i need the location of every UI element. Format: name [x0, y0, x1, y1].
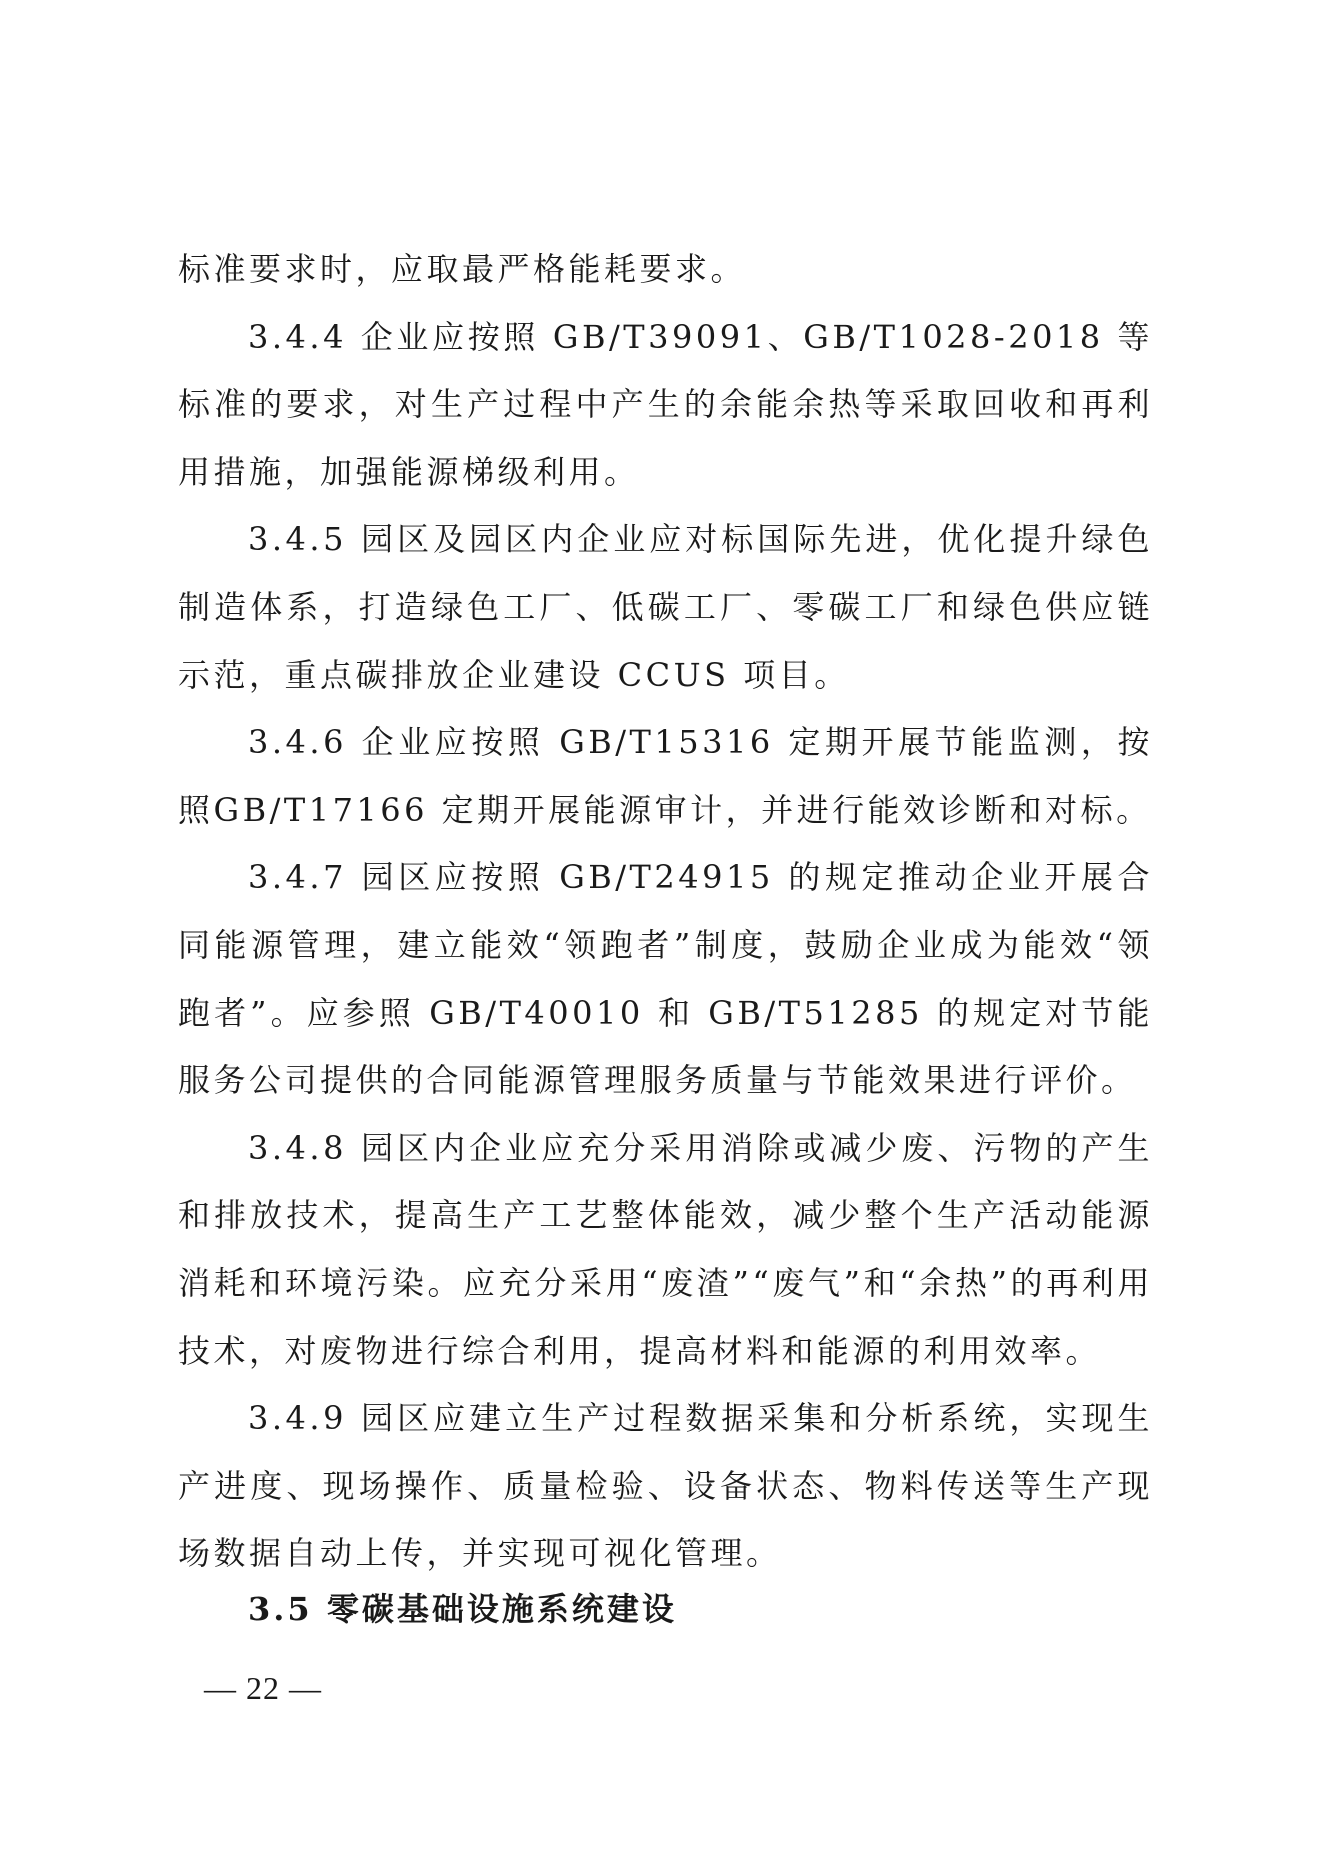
paragraph-3-4-7: 3.4.7 园区应按照 GB/T24915 的规定推动企业开展合同能源管理，建立能效“领跑者”制度，鼓励企业成为能效“领跑者”。应参照 GB/T40010 和 GB/T51285 的规定对节能服务公司提供的合同能源管理服务质量与节能效果进行评价。: [178, 858, 1153, 1100]
section-heading: 3.5 零碳基础设施系统建设: [248, 1590, 677, 1628]
paragraph-3-4-8: 3.4.8 园区内企业应充分采用消除或减少废、污物的产生和排放技术，提高生产工艺整体能效，减少整个生产活动能源消耗和环境污染。应充分采用“废渣”“废气”和“余热”的再利用技术，对废物进行综合利用，提高材料和能源的利用效率。: [178, 1128, 1153, 1370]
paragraph-3-4-9: 3.4.9 园区应建立生产过程数据采集和分析系统，实现生产进度、现场操作、质量检验、设备状态、物料传送等生产现场数据自动上传，并实现可视化管理。: [178, 1399, 1153, 1573]
paragraph-3-4-6: 3.4.6 企业应按照 GB/T15316 定期开展节能监测，按照GB/T17166 定期开展能源审计，并进行能效诊断和对标。: [178, 723, 1153, 829]
body-text: [178, 236, 1153, 1588]
paragraph-3-4-4: 3.4.4 企业应按照 GB/T39091、GB/T1028-2018 等标准的要求，对生产过程中产生的余能余热等采取回收和再利用措施，加强能源梯级利用。: [178, 317, 1153, 491]
paragraph-continuation: 标准要求时，应取最严格能耗要求。: [178, 250, 747, 288]
page-number: — 22 —: [204, 1670, 322, 1706]
paragraph-3-4-5: 3.4.5 园区及园区内企业应对标国际先进，优化提升绿色制造体系，打造绿色工厂、低碳工厂、零碳工厂和绿色供应链示范，重点碳排放企业建设 CCUS 项目。: [178, 520, 1153, 694]
